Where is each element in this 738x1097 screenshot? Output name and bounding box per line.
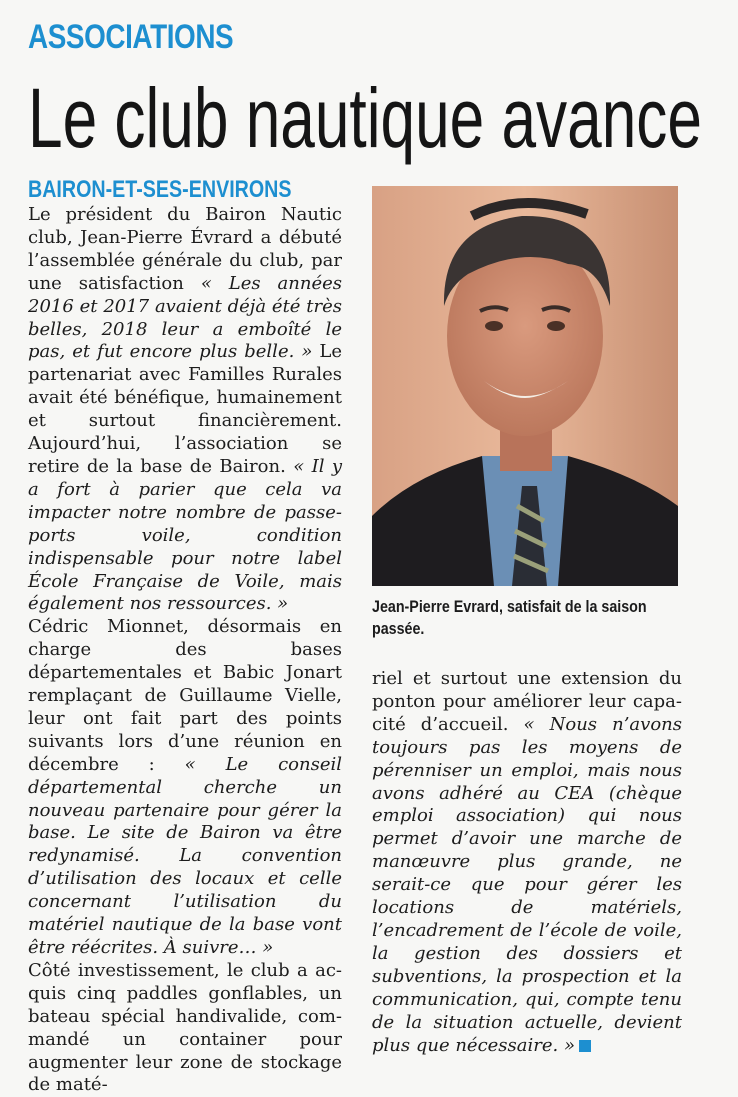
paragraph-2 [28, 616, 342, 960]
article-column-2 [372, 668, 682, 1057]
text-run: Le président du Bairon Nautic club, Jean-Pierre Évrard a débuté l’assemblée générale du club, par une satisfaction [28, 204, 342, 294]
quote-run: « Les années 2016 et 2017 avaient déjà été très belles, 2018 leur a emboîté le pas, et fut encore plus belle. » [28, 272, 342, 363]
portrait-photo [372, 186, 678, 586]
quote-run: « Le conseil départemental cherche un nouveau partenaire pour gérer la base. Le site de Bairon va être redynamisé. La convention d’utilisation des locaux et celle concernant l’utilisation du matériel nautique de la base vont être réécrites. À suivre… » [28, 753, 342, 958]
quote-run: « Nous n’avons toujours pas les moyens de pérenniser un emploi, mais nous avons adhéré au CEA (chèque emploi association) qui nous permet d’avoir une marche de manœuvre plus grande, ne serait-ce que pour gérer les locations de matériels, l’encadrement de l’école de voile, la gestion des dossiers et subventions, la prospection et la communication, qui, compte tenu de la situation actuelle, devient plus que nécessaire. » [372, 713, 682, 1056]
location-tag: BAIRON-ET-SES-ENVIRONS [28, 176, 292, 203]
paragraph-4 [372, 668, 682, 1057]
section-rubric: ASSOCIATIONS [28, 18, 234, 56]
text-run: Le partenariat avec Familles Rurales avait été bénéfique, humainement et surtout financièrement. Aujourd’hui, l’association se retire de la base de Bairon. [28, 341, 342, 477]
photo-caption: Jean-Pierre Evrard, satisfait de la saison passée. [372, 597, 647, 638]
text-run: riel et surtout une extension du ponton pour améliorer leur capacité d’accueil. [372, 668, 682, 735]
end-of-article-square-icon [579, 1040, 591, 1052]
article-column-1 [28, 204, 342, 1097]
text-run: Cédric Mionnet, désormais en charge des bases départementales et Babic Jonart remplaçant de Guillaume Vielle, leur ont fait part des points suivants lors d’une réunion en décembre : [28, 616, 342, 775]
article-headline: Le club nautique avance [28, 71, 702, 165]
paragraph-3: Côté investissement, le club a acquis cinq paddles gonflables, un bateau spécial handivalide, commandé un container pour augmenter leur zone de stockage de maté- [28, 959, 342, 1096]
quote-run: « Il y a fort à parier que cela va impacter notre nombre de passeports voile, condition indispensable pour notre label École Française de Voile, mais également nos ressources. » [28, 455, 342, 615]
paragraph-1 [28, 204, 342, 616]
